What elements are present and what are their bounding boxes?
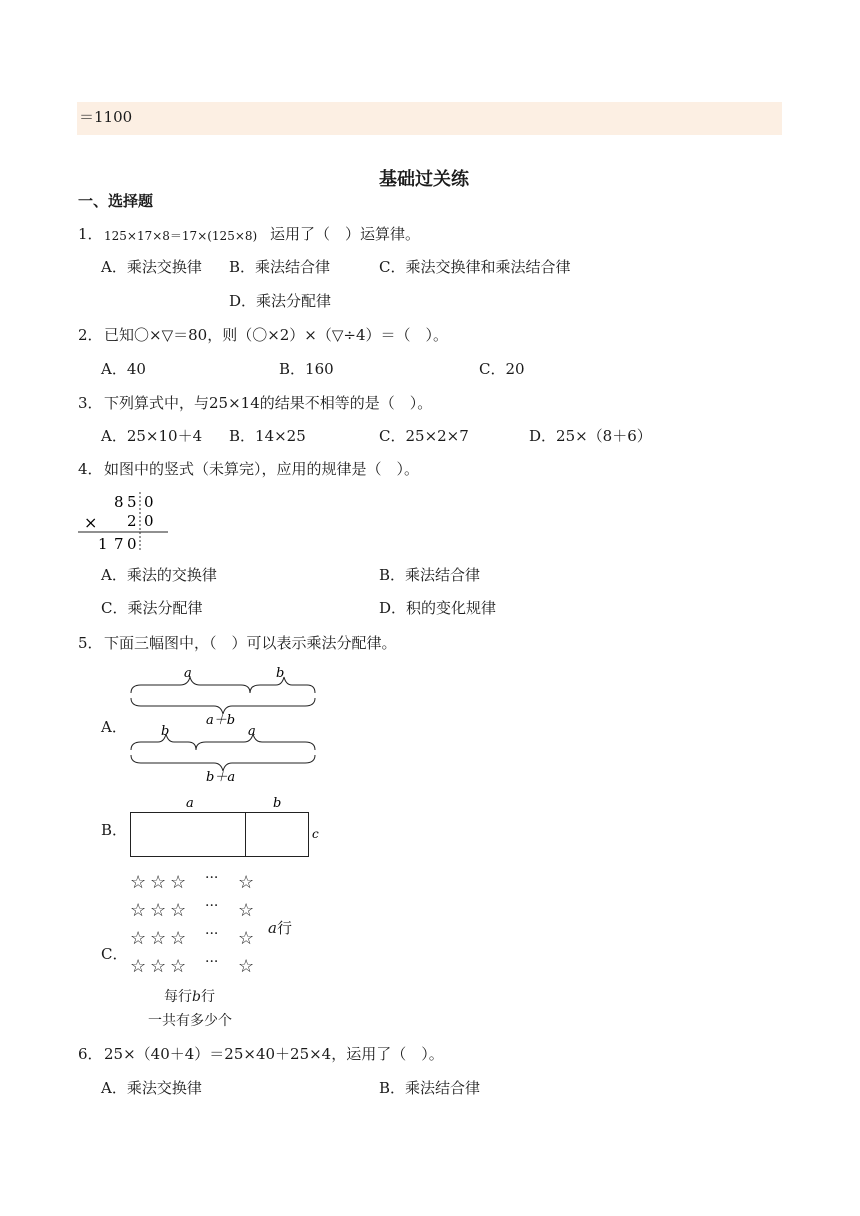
q6-option-a[interactable]: A．乘法交换律: [101, 1079, 202, 1097]
star-icon: ☆: [150, 928, 167, 949]
star-icon: ☆: [150, 872, 167, 893]
q4-option-b[interactable]: B．乘法结合律: [379, 566, 481, 584]
fig4-digit: 5: [127, 493, 137, 511]
q2-option-b[interactable]: B．160: [279, 360, 334, 378]
star-icon: ☆: [130, 928, 147, 949]
q2-stem: 已知〇×▽＝80，则（〇×2）×（▽÷4）＝（ ）。: [104, 326, 449, 344]
q6-number: 6．: [78, 1045, 103, 1063]
q3-option-d[interactable]: D．25×（8＋6）: [529, 427, 652, 445]
q3-number: 3．: [78, 394, 103, 412]
q4-option-d[interactable]: D．积的变化规律: [379, 599, 497, 617]
fig-b-label-b: b: [273, 796, 282, 811]
fig-a-label-b2: b: [161, 724, 170, 739]
q1-option-b[interactable]: B．乘法结合律: [229, 258, 331, 276]
fig4-digit: 1: [98, 535, 108, 553]
part-title: 一、选择题: [78, 192, 154, 210]
q3-option-a[interactable]: A．25×10＋4: [101, 427, 203, 445]
figure-c-stars: [130, 872, 310, 1032]
star-icon: ☆: [170, 900, 187, 921]
star-icon: ☆: [170, 928, 187, 949]
fig-c-rows-label: [268, 917, 292, 938]
ellipsis-dots: ···: [205, 926, 219, 942]
star-icon: ☆: [130, 872, 147, 893]
fig4-times-sign: ×: [84, 513, 98, 532]
answer-box: [77, 102, 782, 135]
fig-b-label-a: a: [186, 796, 194, 811]
q1-option-d[interactable]: D．乘法分配律: [229, 292, 332, 310]
q1-number: 1．: [78, 225, 103, 243]
vertical-multiplication-figure: [76, 488, 176, 554]
q1-option-a[interactable]: A．乘法交换律: [101, 258, 202, 276]
star-icon: ☆: [238, 928, 255, 949]
figure-a-braces: [126, 662, 326, 784]
ellipsis-dots: ···: [205, 954, 219, 970]
q2-option-a[interactable]: A．40: [101, 360, 146, 378]
star-icon: ☆: [130, 956, 147, 977]
q1-expression: 125×17×8＝17×(125×8): [104, 229, 258, 243]
fig-c-per-row-var: b: [192, 989, 201, 1005]
star-icon: ☆: [238, 956, 255, 977]
star-icon: ☆: [150, 956, 167, 977]
star-icon: ☆: [170, 872, 187, 893]
fig-b-rect: [131, 813, 309, 857]
q3-option-c[interactable]: C．25×2×7: [379, 427, 469, 445]
fig-a-label-sum: a＋b: [206, 713, 236, 728]
q6-stem: 25×（40＋4）＝25×40＋25×4，运用了（ ）。: [104, 1045, 444, 1063]
q4-number: 4．: [78, 460, 103, 478]
q5-stem: 下面三幅图中，（ ）可以表示乘法分配律。: [104, 634, 397, 652]
fig4-digit: 0: [144, 493, 154, 511]
q2-number: 2．: [78, 326, 103, 344]
fig4-digit: 7: [114, 535, 124, 553]
fig-b-label-c: c: [312, 827, 319, 841]
q6-option-b[interactable]: B．乘法结合律: [379, 1079, 481, 1097]
fig-a-label-sum2: b＋a: [206, 770, 236, 784]
star-icon: ☆: [238, 872, 255, 893]
q4-stem: 如图中的竖式（未算完），应用的规律是（ ）。: [104, 460, 420, 478]
star-icon: ☆: [170, 956, 187, 977]
fig-a-brace-sum2: [131, 755, 315, 771]
fig-c-rows-word: 行: [276, 919, 292, 937]
q5-option-c-label[interactable]: C．: [101, 945, 128, 963]
q5-number: 5．: [78, 634, 103, 652]
fig-c-per-row: [164, 986, 215, 1006]
star-icon: ☆: [150, 900, 167, 921]
star-icon: ☆: [130, 900, 147, 921]
fig4-digit: 8: [114, 493, 124, 511]
fig-c-question: 一共有多少个: [148, 1013, 232, 1029]
ellipsis-dots: ···: [205, 898, 219, 914]
q1-option-c[interactable]: C．乘法交换律和乘法结合律: [379, 258, 571, 276]
figure-b-rectangle: [126, 794, 326, 860]
fig-a-label-a2: a: [248, 724, 256, 739]
q3-stem: 下列算式中，与25×14的结果不相等的是（ ）。: [104, 394, 433, 412]
q3-option-b[interactable]: B．14×25: [229, 427, 306, 445]
q1-stem: 运用了（ ）运算律。: [270, 225, 421, 243]
fig-c-rows-var: a: [268, 919, 277, 937]
q2-option-c[interactable]: C．20: [479, 360, 525, 378]
fig-c-per-row-suffix: 行: [200, 989, 215, 1005]
fig-a-brace-sum: [131, 698, 315, 714]
fig4-digit: 2: [127, 512, 137, 530]
q4-option-c[interactable]: C．乘法分配律: [101, 599, 203, 617]
q5-option-b-label[interactable]: B．: [101, 821, 128, 839]
ellipsis-dots: ···: [205, 870, 219, 886]
fig4-digit: 0: [144, 512, 154, 530]
fig-a-label-b: b: [276, 666, 285, 681]
fig-a-label-a: a: [184, 666, 192, 681]
fig4-digit: 0: [127, 535, 137, 553]
fig-a-brace-a: [131, 677, 250, 693]
answer-line: ＝1100: [79, 108, 133, 126]
q5-option-a-label[interactable]: A．: [101, 718, 127, 736]
section-title: 基础过关练: [379, 169, 469, 190]
star-icon: ☆: [238, 900, 255, 921]
fig-c-per-row-prefix: 每行: [164, 989, 192, 1005]
q4-option-a[interactable]: A．乘法的交换律: [101, 566, 217, 584]
